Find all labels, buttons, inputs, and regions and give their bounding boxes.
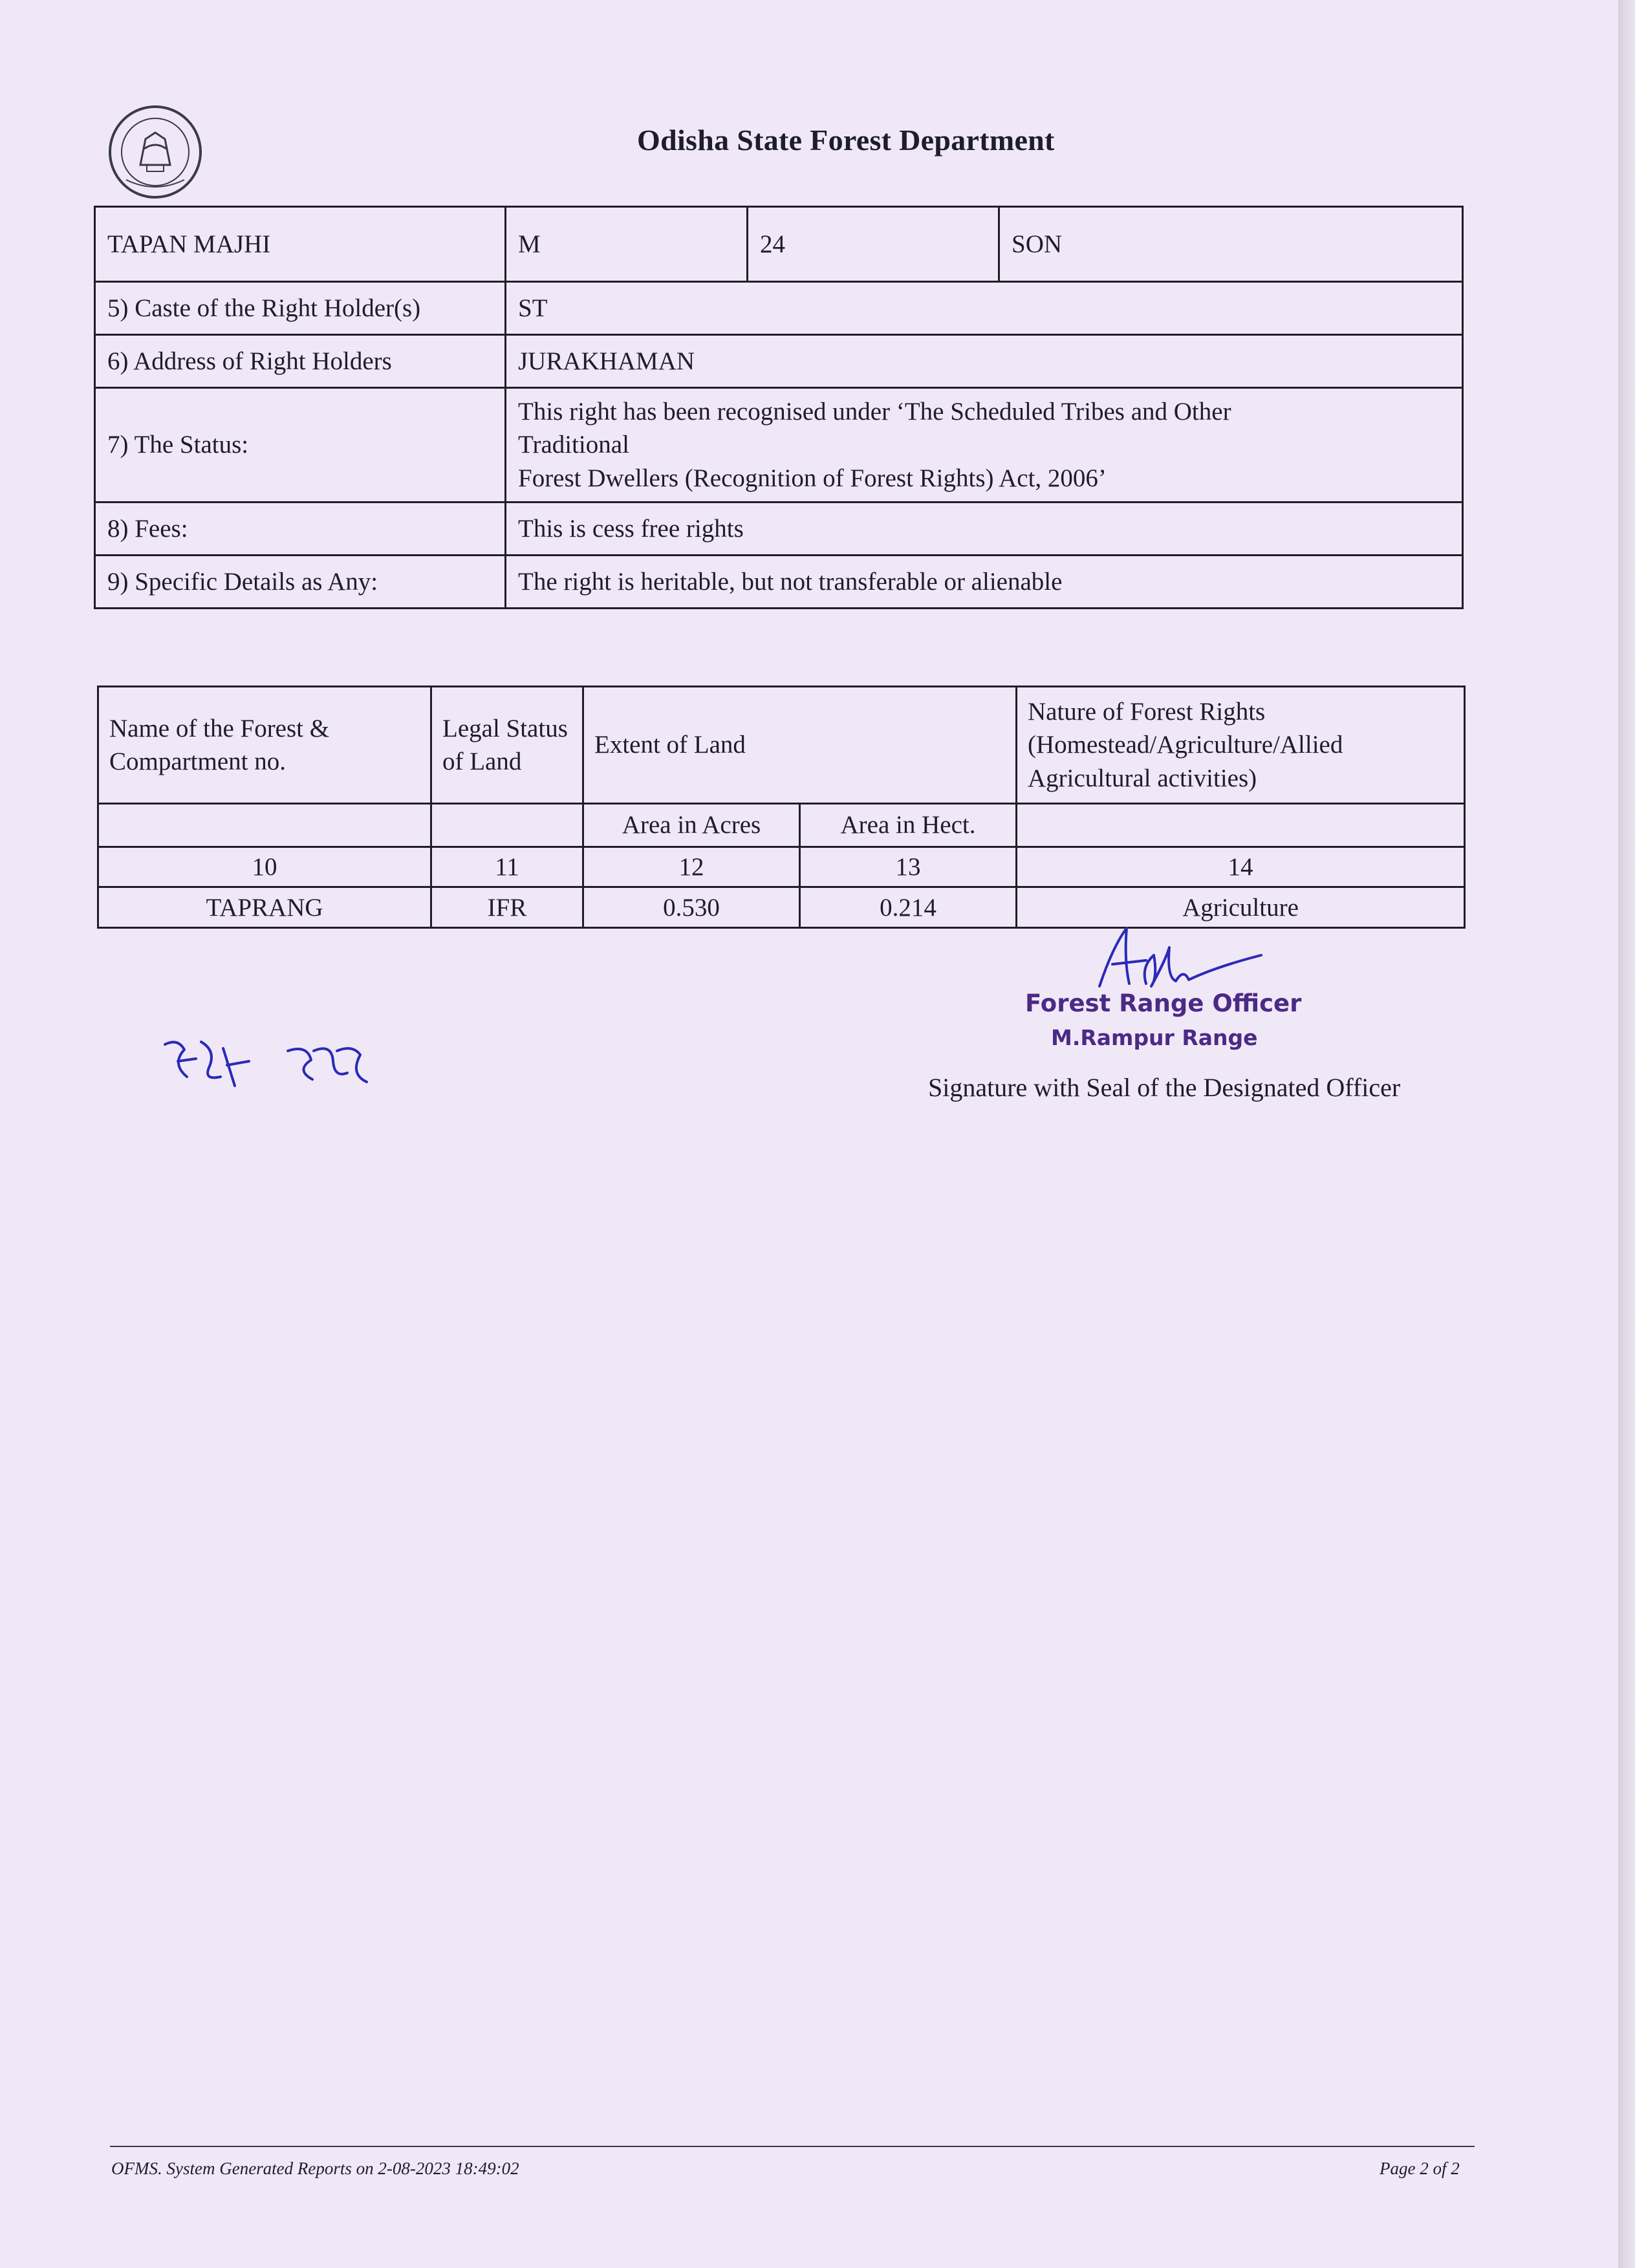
legal-status: IFR — [431, 887, 583, 928]
empty-cell — [98, 804, 431, 847]
status-line: Forest Dwellers (Recognition of Forest Rights) Act, 2006’ — [518, 464, 1107, 492]
empty-cell — [1017, 804, 1465, 847]
table-row — [95, 556, 1463, 609]
footer-page-number: Page 2 of 2 — [1380, 2159, 1460, 2178]
detail-value: This is cess free rights — [506, 502, 1463, 556]
forest-name: TAPRANG — [98, 887, 431, 928]
holder-signature-icon — [158, 1025, 385, 1103]
area-hect: 0.214 — [800, 887, 1017, 928]
holder-relation: SON — [999, 207, 1463, 282]
paper-edge — [1618, 0, 1635, 2268]
status-line: This right has been recognised under ‘The Scheduled Tribes and Other — [518, 398, 1231, 426]
col-header-legal-status: Legal Status of Land — [431, 687, 583, 804]
col-header-area-acres: Area in Acres — [583, 804, 800, 847]
detail-label: 9) Specific Details as Any: — [95, 556, 506, 609]
column-number: 11 — [431, 847, 583, 887]
seal-range-name: M.Rampur Range — [1051, 1025, 1258, 1050]
column-number: 10 — [98, 847, 431, 887]
state-emblem-icon — [107, 103, 204, 200]
land-details-table — [97, 686, 1466, 929]
detail-value: JURAKHAMAN — [506, 335, 1463, 388]
detail-label: 7) The Status: — [95, 388, 506, 502]
table-row — [95, 282, 1463, 335]
detail-label: 8) Fees: — [95, 502, 506, 556]
status-line: Traditional — [518, 431, 629, 459]
area-acres: 0.530 — [583, 887, 800, 928]
seal-officer-title: Forest Range Officer — [1025, 989, 1302, 1017]
col-header-area-hect: Area in Hect. — [800, 804, 1017, 847]
col-header-extent: Extent of Land — [583, 687, 1017, 804]
nature-of-rights: Agriculture — [1017, 887, 1465, 928]
detail-value: ST — [506, 282, 1463, 335]
status-text — [506, 388, 1463, 502]
detail-value: The right is heritable, but not transferable or alienable — [506, 556, 1463, 609]
table-subheader-row — [98, 804, 1465, 847]
signature-caption: Signature with Seal of the Designated Officer — [928, 1073, 1401, 1102]
table-row — [98, 847, 1465, 887]
holder-gender: M — [506, 207, 748, 282]
detail-label: 5) Caste of the Right Holder(s) — [95, 282, 506, 335]
col-header-forest: Name of the Forest & Compartment no. — [98, 687, 431, 804]
holder-age: 24 — [748, 207, 999, 282]
column-number: 14 — [1017, 847, 1465, 887]
page-title: Odisha State Forest Department — [637, 124, 1055, 157]
officer-signature-icon — [1087, 922, 1268, 999]
table-row — [95, 388, 1463, 502]
table-row — [95, 207, 1463, 282]
footer-divider — [110, 2146, 1475, 2147]
table-header-row — [98, 687, 1465, 804]
holder-name: TAPAN MAJHI — [95, 207, 506, 282]
column-number: 13 — [800, 847, 1017, 887]
table-row — [95, 502, 1463, 556]
col-header-nature: Nature of Forest Rights (Homestead/Agriculture/Allied Agricultural activities) — [1017, 687, 1465, 804]
detail-label: 6) Address of Right Holders — [95, 335, 506, 388]
right-holder-table — [94, 206, 1464, 609]
empty-cell — [431, 804, 583, 847]
footer-report-info: OFMS. System Generated Reports on 2-08-2023 18:49:02 — [111, 2159, 519, 2178]
table-row — [95, 335, 1463, 388]
column-number: 12 — [583, 847, 800, 887]
